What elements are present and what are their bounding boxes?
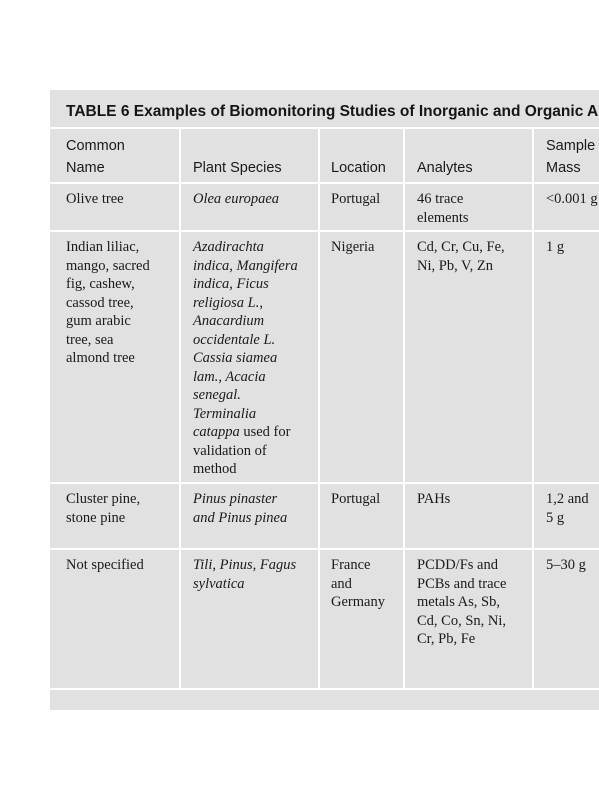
header-analytes: Analytes [417,160,473,176]
table-panel [50,90,599,710]
cell-analytes: PCDD/Fs and PCBs and trace metals As, Sb, Cd, Co, Sn, Ni, Cr, Pb, Fe [417,557,507,647]
cell-sample-mass: 5–30 g [546,557,586,573]
cell-common-name: Cluster pine, stone pine [66,491,141,526]
column-divider [318,129,320,688]
cell-common-name: Not specified [66,557,144,573]
cell-sample-mass: 1 g [546,239,565,255]
table-title [66,103,598,121]
cell-analytes: Cd, Cr, Cu, Fe, Ni, Pb, V, Zn [417,239,505,274]
column-divider [403,129,405,688]
cell-plant-species: Tili, Pinus, Fagus sylvatica [193,557,297,592]
table-label: TABLE 6 [66,103,130,120]
column-divider [532,129,534,688]
species-note: used for validation of method [193,424,291,477]
row-divider [50,482,599,484]
header-divider [50,182,599,184]
header-plant-species: Plant Species [193,160,282,176]
species-names: Azadirachta indica, Mangifera indica, Ficus religiosa L., Anacardium occidentale L. Cassia siamea lam., Acacia senegal. Terminalia catappa [193,239,298,440]
row-divider [50,230,599,232]
cell-location: France and Germany [331,557,385,610]
cell-analytes: PAHs [417,491,451,507]
table-caption: Examples of Biomonitoring Studies of Inorganic and Organic A [133,103,599,120]
cell-plant-species: Pinus pinaster and Pinus pinea [193,491,288,526]
cell-location: Portugal [331,191,381,207]
title-divider [50,127,599,129]
cell-plant-species [193,238,298,479]
cell-analytes: 46 trace elements [417,191,469,226]
header-sample-mass: Sample Mass [546,138,596,176]
row-divider [50,548,599,550]
header-location: Location [331,160,386,176]
table-bottom-rule [50,688,599,690]
cell-common-name: Indian liliac, mango, sacred fig, cashew, cassod tree, gum arabic tree, sea almond tree [66,239,150,366]
cell-plant-species: Olea europaea [193,191,280,207]
cell-location: Nigeria [331,239,375,255]
cell-sample-mass: 1,2 and 5 g [546,491,589,526]
cell-common-name: Olive tree [66,191,124,207]
cell-sample-mass: <0.001 g [546,191,598,207]
column-divider [179,129,181,688]
header-common-name: Common Name [66,138,125,176]
cell-location: Portugal [331,491,381,507]
